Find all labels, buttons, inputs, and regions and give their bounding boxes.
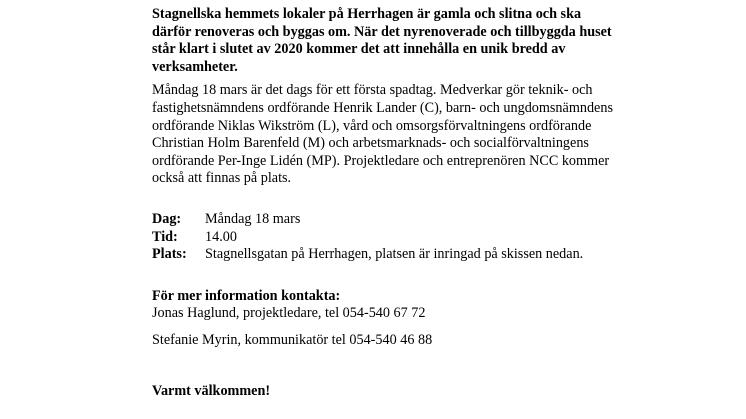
place-label: Plats: xyxy=(152,246,187,263)
closing-greeting: Varmt välkommen! xyxy=(152,382,271,399)
contact-person-1: Jonas Haglund, projektledare, tel 054-540 67 72 xyxy=(152,305,426,322)
lead-paragraph: Stagnellska hemmets lokaler på Herrhagen är gamla och slitna och ska därför renoveras och byggas om. När det nyrenoverade och tillbyggda huset står klart i slutet av 2020 kommer det att innehålla en unik bredd av verksamheter. xyxy=(152,6,612,75)
contact-heading: För mer information kontakta: xyxy=(152,287,341,304)
place-value: Stagnellsgatan på Herrhagen, platsen är inringad på skissen nedan. xyxy=(205,246,584,263)
press-release-document xyxy=(152,6,622,400)
contact-person-2: Stefanie Myrin, kommunikatör tel 054-540 46 88 xyxy=(152,331,433,348)
day-value: Måndag 18 mars xyxy=(205,210,301,227)
detail-row-time xyxy=(152,229,622,247)
body-paragraph: Måndag 18 mars är det dags för ett första spadtag. Medverkar gör teknik- och fastighetsnämndens ordförande Henrik Lander (C), barn- och ungdomsnämndens ordförande Niklas Wikström (L), vård och omsorgsförvaltningens ordförande Christian Holm Barenfeld (M) och arbetsmarknads- och socialförvaltningens ordförande Per-Inge Lidén (MP). Projektledare och entreprenören NCC kommer också att finnas på plats. xyxy=(152,82,613,187)
detail-row-place xyxy=(152,246,622,264)
time-value: 14.00 xyxy=(205,228,237,245)
event-details xyxy=(152,211,622,264)
detail-row-day xyxy=(152,211,622,229)
day-label: Dag: xyxy=(152,210,182,227)
time-label: Tid: xyxy=(152,228,178,245)
